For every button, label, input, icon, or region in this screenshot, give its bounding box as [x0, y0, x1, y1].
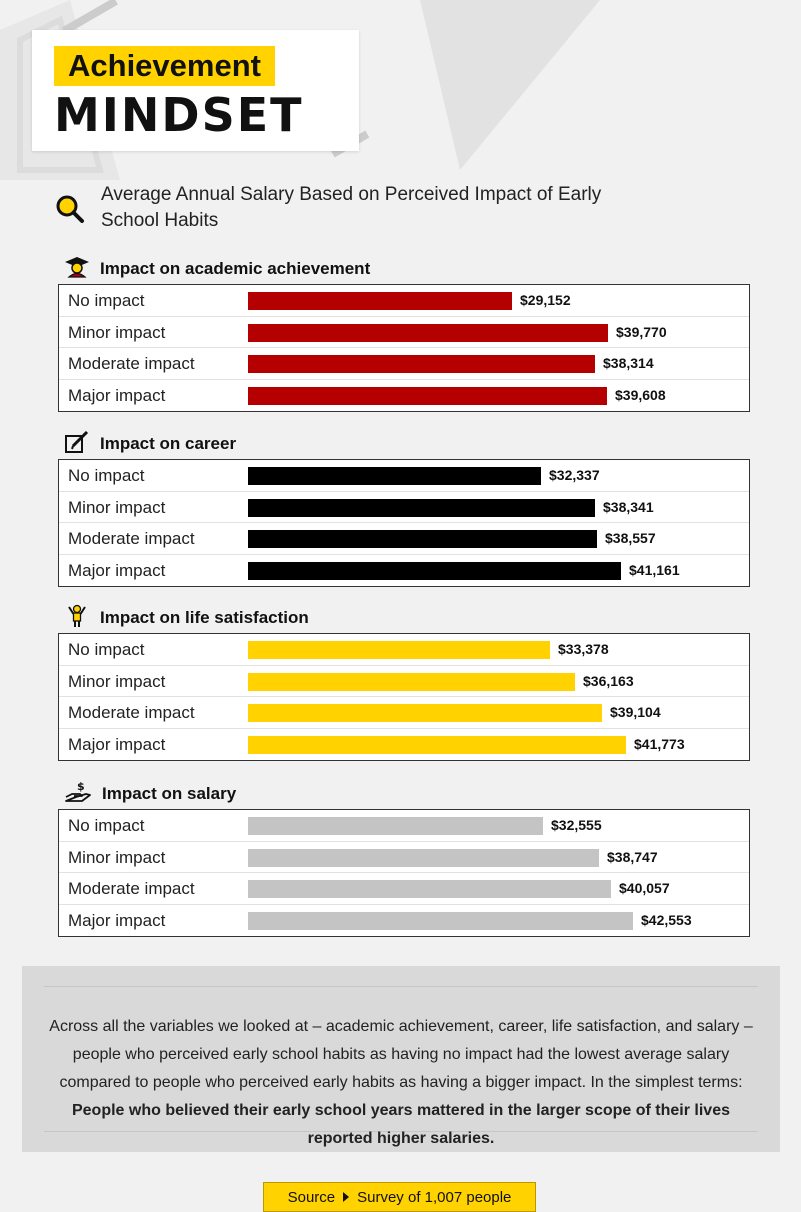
bar-value-label: $38,341	[603, 498, 654, 515]
summary-note	[22, 966, 780, 1152]
chart-row	[59, 317, 749, 349]
category-label: Major impact	[68, 910, 166, 930]
source-badge	[263, 1182, 536, 1212]
chart-subtitle: Average Annual Salary Based on Perceived Impact of Early School Habits	[101, 184, 602, 231]
bar	[248, 355, 595, 373]
bar	[248, 817, 543, 835]
svg-text:$: $	[77, 779, 85, 793]
bar-value-label: $41,773	[634, 735, 685, 752]
chart-row	[59, 634, 749, 666]
category-label: No impact	[68, 466, 145, 485]
category-label: Major impact	[68, 560, 166, 580]
bar	[248, 641, 550, 659]
bar-value-label: $38,557	[605, 530, 656, 546]
title-line-2: MINDSET	[54, 88, 304, 142]
chart-row	[59, 905, 749, 937]
category-label: Minor impact	[68, 322, 166, 342]
chart-row	[59, 348, 749, 380]
happy-person-icon	[64, 604, 90, 633]
category-label: No impact	[68, 816, 145, 835]
chart-row	[59, 285, 749, 317]
bar-value-label: $33,378	[558, 641, 609, 657]
chart-row	[59, 460, 749, 492]
category-label: Major impact	[68, 734, 166, 754]
bar-value-label: $39,770	[616, 323, 667, 340]
section-header	[64, 257, 370, 281]
category-label: Minor impact	[68, 847, 166, 867]
section-title: Impact on career	[100, 434, 237, 453]
chart-row	[59, 697, 749, 729]
bar	[248, 387, 607, 405]
category-label: Major impact	[68, 385, 166, 405]
chart-row	[59, 873, 749, 905]
summary-bold: People who believed their early school years mattered in the larger scope of their lives reported higher salaries.	[71, 1102, 730, 1147]
chart-row	[59, 666, 749, 698]
category-label: Minor impact	[68, 671, 166, 691]
money-hand-icon	[64, 780, 92, 809]
chart-panel	[58, 459, 750, 587]
bar	[248, 673, 575, 691]
bar	[248, 912, 633, 930]
section-title: Impact on salary	[102, 784, 237, 803]
bar-value-label: $38,747	[607, 848, 658, 865]
source-text: Survey of 1,007 people	[357, 1189, 512, 1206]
chart-panel	[58, 809, 750, 937]
chart-row	[59, 380, 749, 412]
section-header	[64, 606, 309, 630]
chart-row	[59, 555, 749, 587]
chart-panel	[58, 284, 750, 412]
chart-row	[59, 492, 749, 524]
chart-row	[59, 842, 749, 874]
bar-value-label: $40,057	[619, 880, 670, 896]
category-label: Moderate impact	[68, 703, 195, 722]
pencil-note-icon	[64, 431, 90, 458]
bar	[248, 499, 595, 517]
summary-note-inner	[44, 986, 758, 1147]
bar	[248, 880, 611, 898]
bar-value-label: $39,104	[610, 704, 661, 720]
chart-row	[59, 523, 749, 555]
chart-panel	[58, 633, 750, 761]
bar-value-label: $41,161	[629, 561, 680, 578]
bar-value-label: $36,163	[583, 672, 634, 689]
section-header	[64, 432, 236, 456]
category-label: Minor impact	[68, 497, 166, 517]
bar	[248, 324, 608, 342]
chart-row	[59, 810, 749, 842]
graduate-icon	[64, 256, 90, 283]
chart-row	[59, 729, 749, 761]
bar-value-label: $42,553	[641, 911, 692, 928]
title-badge	[32, 30, 359, 151]
bar	[248, 562, 621, 580]
bar	[248, 736, 626, 754]
bar-value-label: $39,608	[615, 386, 666, 403]
bar	[248, 849, 599, 867]
section-title: Impact on academic achievement	[100, 259, 371, 278]
magnifier-icon	[55, 194, 85, 224]
summary-plain: Across all the variables we looked at – academic achievement, career, life satisfaction, and salary – people who perceived early school habits as having no impact had the lowest average salary compared to people who perceived early habits as having a bigger impact. In the simplest terms:	[49, 1018, 753, 1091]
triangle-right-icon	[343, 1192, 349, 1202]
summary-text	[44, 1013, 758, 1153]
section-title: Impact on life satisfaction	[100, 608, 309, 627]
category-label: Moderate impact	[68, 879, 195, 898]
bar-value-label: $29,152	[520, 292, 571, 308]
section-header	[64, 779, 237, 806]
bar-value-label: $32,555	[551, 817, 602, 833]
category-label: No impact	[68, 291, 145, 310]
category-label: Moderate impact	[68, 529, 195, 548]
category-label: No impact	[68, 640, 145, 659]
category-label: Moderate impact	[68, 354, 195, 373]
bar	[248, 530, 597, 548]
title-line-1: Achievement	[54, 46, 275, 86]
bar-value-label: $32,337	[549, 467, 600, 483]
bar	[248, 467, 541, 485]
bar	[248, 704, 602, 722]
source-label: Source	[287, 1189, 336, 1206]
bar	[248, 292, 512, 310]
bar-value-label: $38,314	[603, 355, 654, 371]
